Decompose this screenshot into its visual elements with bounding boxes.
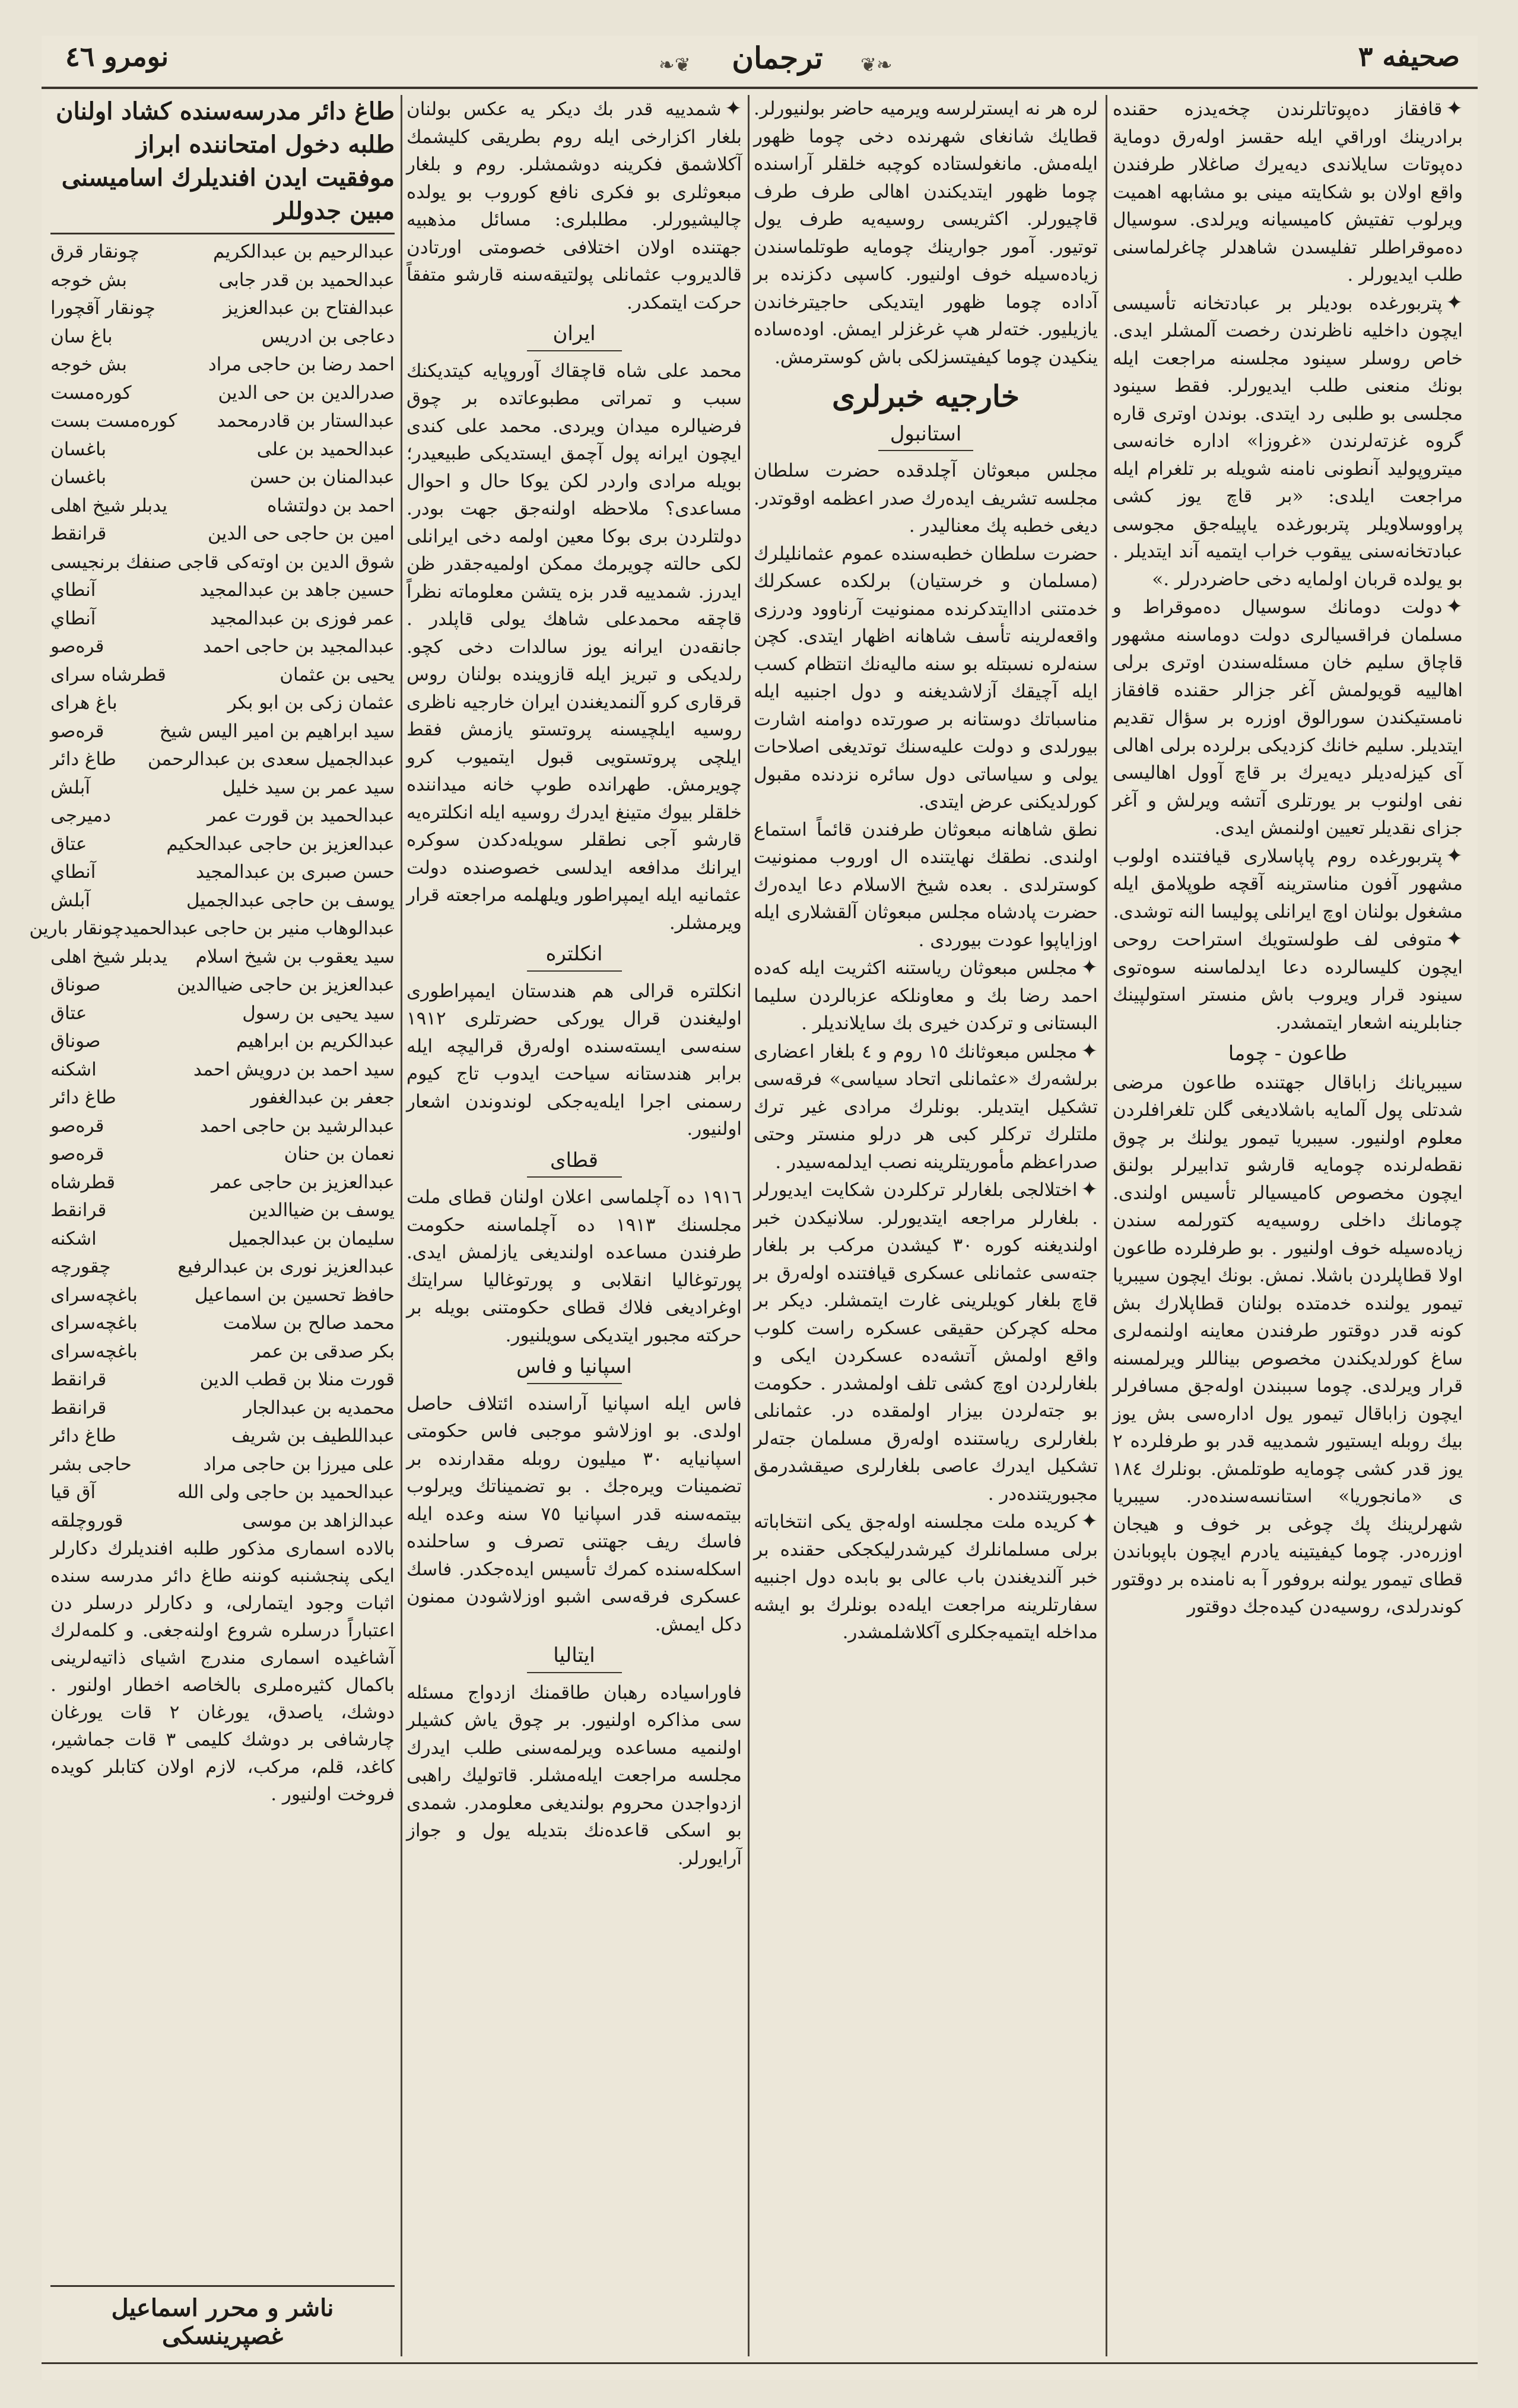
news-item: ✦اختلالجی بلغارلر تركلردن شكايت ايديورلر . بلغارلر مراجعە ايتديورلر. سلانيكدن خبر اولنديغنە كورە ٣٠ كيشدن مركب بر بلغار جتەسی عثمانلی عسكری قيافتندە اولەرق بر قاچ بلغار كويلرينی غارت ايتمشلر. ديكر بر محلە كچركن حقيقی عسكرە راست كلوب واقع اولمش آتشەدە عسكردن ايكی و بلغارلردن اوچ كشی تلف اولمشدر . حكومت بو جتەلردن بيزار اولمقدە در. عثمانلی بلغارلری رياستندە اولەرق مسلمان جتەلر تشكيل ايدرك عاصی بلغارلری صيقشدرمق مجبوريتندەدر .: [754, 1178, 1098, 1505]
student-name: حافظ تحسين بن اسماعيل: [194, 1284, 395, 1306]
student-village: صوناق: [50, 1030, 101, 1052]
list-footer-note: بالادە اسماری مذكور طلبە افنديلرك دكارلر ايكی پنجشنبە كوننە طاغ دائر مدرسە سندە اثبات وجود ايتمارلی، و دكارلر درسلر دن اعتباراً درسلرە شروع اولنەجغی. و كلمەلرك آشاغیدە اسماری مندرج اشيای ذاتيەلرينی باكمال كثيرەملری بالخاصە اخطار اولنور . دوشك، ياصدق، يورغان ٢ قات يورغان چارشافی بر دوشك كليمی ٣ قات جماشير، كاغد، قلم، مركب، لازم اولان كتابلر كويدە فروخت اولنيور .: [50, 1538, 395, 1805]
plague-heading: طاعون - چوما: [1228, 1042, 1348, 1065]
student-village: قرانقط: [50, 523, 107, 544]
diamond-bullet-icon: ✦: [1081, 956, 1098, 979]
iran-heading: ايران: [552, 322, 596, 345]
student-village: قرانقط: [50, 1397, 107, 1419]
student-name: عبدالرحيم بن عبدالكريم: [212, 241, 395, 262]
news-item: ✦مجلس مبعوثانك ١٥ روم و ٤ بلغار اعضاری برلشەرك «عثمانلی اتحاد سياسی» فرقەسی تشكيل ايتديلر. بونلرك مرادی غير ترك ملتلرك تركلر كبی هر درلو منستر وحتی صدراعظم مأموريتلرينە نصب ايدلمەسيدر .: [754, 1039, 1098, 1173]
news-item: ✦مجلس مبعوثان رياستنە اكثريت ايلە كەدە احمد رضا بك و معاونلكە عزبالردن سليما البستانی و تركدن خيری بك سايلاندیلر .: [754, 956, 1098, 1034]
student-name: سيد يحيى بن رسول: [242, 1002, 395, 1024]
student-village: آبلش: [50, 889, 91, 911]
student-village: باغ هرای: [50, 692, 117, 713]
student-village: باغسان: [50, 467, 107, 488]
student-row: [50, 1394, 395, 1423]
student-village: قاجی صنفك برنجيسی: [50, 551, 219, 573]
publisher-line: ناشر و محرر اسماعيل غصپرينسكی: [111, 2294, 334, 2350]
student-row: [50, 605, 395, 633]
student-row: [50, 1056, 395, 1084]
student-row: [50, 1112, 395, 1141]
student-village: باغسان: [50, 438, 107, 460]
student-name: عبدالوهاب منير بن حاجی عبدالحميد: [123, 918, 395, 939]
student-village: قرەصو: [50, 1115, 104, 1137]
issue-number: نومرو ٤٦: [65, 40, 169, 72]
student-village: بش خوجه: [50, 354, 127, 375]
student-name: سيد عمر بن سيد خليل: [222, 776, 395, 798]
news-item: ✦پتربورغدە بودیلر بر عبادتخانە تأسيسى ايچون داخليە ناظرندن رخصت آلمشلر ايدی. خاص روسلر سينود مجلسنە مراجعت ايلە بونك منعنى طلب ايديورلر. فقط سينود مجلسی بو طلبی رد ايتدی. بوندن اوتری قارە گروه غزتەلرندن «غروزا» ادارە خانەسی میتروپولید آنطونی نامنە شويلە بر تلغرام ايلە مراجعت ايلدی: «بر قاچ يوز كشی پراووسلاويلر پتربورغدە یاپيلەجق مجوسی عبادتخانەسنی ييقوب خراب ايتمیە آند ايتديلر . بو يولدە قربان اولمايە دخی حاضردرلر .»: [1113, 290, 1463, 590]
student-name: عبدالعزيز نوری بن عبدالرفيع: [177, 1256, 395, 1277]
student-row: [50, 1253, 395, 1281]
student-row: [50, 774, 395, 802]
student-row: [50, 802, 395, 830]
student-row: [50, 520, 395, 548]
news-item: ✦دولت دومانك سوسيال دەموقراط و مسلمان فراقسيالری دولت دوماسنه مشهور قاچاق سليم خان مسئلەسندن اوتری برلی اهاليیە قويولمش آغر جزالر حقندە قافقاز نامستيكندن سورالوق اوزرە بر سؤال تقديم ايتديلر. سليم خانك كزديكی برلردە برلی اهالی آی كيزلەديلر ديەیرك بر قاچ آوول اهالیسی نفی اولنوب بر يورتلری آتشە ويرلش و آغر جزای نقديلر تعيين اولنمش ايدی.: [1113, 595, 1463, 839]
news-item: ✦پتربورغدە روم پاپاسلاری قيافتندە اولوب مشهور آفون مناسترينە آقچە طوپلامق ايلە مشغول بولنان اوچ ايرانلی پوليسا النه توشدی.: [1113, 843, 1463, 922]
student-village: قرەصو: [50, 636, 104, 657]
student-row: [50, 1479, 395, 1507]
ornament-right-icon: ❦❧: [860, 53, 893, 76]
student-row: [50, 830, 395, 859]
student-village: باغچەسرای: [50, 1312, 138, 1334]
student-row: [50, 1451, 395, 1479]
student-row: [50, 407, 395, 436]
student-row: [50, 745, 395, 774]
student-village: صوناق: [50, 974, 101, 995]
student-row: [50, 464, 395, 492]
student-village: چونقار آقچورا: [50, 297, 155, 319]
student-name: عبدالفتاح بن عبدالعزيز: [223, 297, 395, 319]
student-name: قورت منلا بن قطب الدين: [199, 1369, 395, 1390]
student-name: دعاجی بن ادريس: [261, 325, 395, 347]
student-village: آق قيا: [50, 1481, 96, 1503]
student-name: عبدالعزيز بن حاجی ضياالدين: [176, 974, 395, 995]
student-village: طاغ دائر: [50, 1087, 116, 1108]
student-name: عبدالعزيز بن حاجی عبدالحكيم: [166, 833, 395, 855]
heading-rule: [527, 1672, 622, 1673]
plague-article: سيبريانك زاباقال جهتندە طاعون مرضی شدتلی پول آلمایە باشلادیغی گلن تلغرافلردن معلوم اولنيور. سيبريا تيمور يولنك بر چوق نقطەلرندە چومايە قارشو تدابيرلر بولنق ايچون مخصوص كاميسيالر تأسيس اولندی. چومانك داخلی روسيەیە كتورلمە سندن زيادەسيلە خوف اولنيور . بو طرفلردە طاعون اولا قطاپلردن باشلا. نمش. بونك ايچون سيبريا تيمور يولندە خدمتدە بولنان قطاپلارك بش كونە قدر دوقتور طرفندن معاينە اولنمەلری ساغ كورلديكندن مخصوص بيناللر ويرلمسنە قرار ويرلدی. چوما سببندن اولەجق مسافرلر ايچون زاباقال تيمور يول ادارەسی بش يوز بيك روبلە ايستيور شمدیيە قدر بو طرفلردە ٢ يوز قدر كشی چومايە طوتلمش. بونلرك ١٨٤ ی «مانجوريا» استانسەسندەدر. سيبريا شهرلرينك پك چوغی بر خوف و هيجان اوزرەدر. چوما كيفيتينە يادرم ايچون باپوباندن قطای تيمور يولنە بروفور آ بە نامندە بر دوقتور كوندرلدی، روسيەدن كيدەجك دوقتور: [1113, 1071, 1463, 1617]
student-row: [50, 1140, 395, 1169]
student-name: حسن صبری بن عبدالمجيد: [196, 861, 395, 883]
student-name: عبدالستار بن قادرمحمد: [217, 410, 395, 432]
student-village: قطرشاه سرای: [50, 664, 166, 686]
student-village: عتاق: [50, 1002, 87, 1024]
heading-rule: [878, 450, 973, 451]
student-name: عبدالمجيد بن حاجی احمد: [202, 636, 395, 657]
student-row: [50, 436, 395, 464]
student-row: [50, 1000, 395, 1028]
italy-article: فاوراسيادە رهبان طاقمنك ازدواج مسئلە سی مذاكرە اولنيور. بر چوق ياش كشيلر اولنمیە مساعدە ويرلمەسنی طلب ايدرك مجلسە مراجعت ايلەمشلر. قاتوليك راهبی ازدواجدن محروم بولنديغی معلومدر. شمدی بو اسكی قاعدەنك بتديلە يول و جواز آرايورلر.: [407, 1682, 742, 1869]
student-row: [50, 1366, 395, 1394]
student-row: [50, 1197, 395, 1225]
diamond-bullet-icon: ✦: [1446, 595, 1463, 618]
student-row: [50, 323, 395, 351]
student-name: عبدالزاهد بن موسی: [242, 1509, 395, 1531]
student-village: آنطاي: [50, 861, 96, 883]
student-row: [50, 858, 395, 887]
student-village: آبلش: [50, 776, 91, 798]
italy-heading: ايتاليا: [553, 1644, 595, 1667]
student-row: [50, 492, 395, 521]
diamond-bullet-icon: ✦: [1446, 290, 1463, 315]
student-village: آنطاي: [50, 607, 96, 629]
iran-article: محمد علی شاه قاچقاك آوروپايە كيتديكنك سبب و تمراتی مطبوعاتدە بر چوق فرضيالرە ميدان ويردی. محمد علی كندی ايچون ايرانە پول آچمق ايستديكی طبيعيدر؛ بويلە مرادی واردر لكن يوكا حال و احوال مساعدی؟ ملاحظە اولنەجق جهت بودر. دولتلردن برى بوكا معين اولمە دخی ايرانلی لكی حالتە چويرمك ممكن اولمیەجقدر ظن ايدرز. شمدیيە قدر بزه يتشن معلوماتە نظراً قاچقە محمدعلی شاهك يولی قاپلدر . جانقەدن ايرانە يوز سالدات دخی كچو. رلدیكی و تبريز ايلە قازوينده بولنان روس قرقاری كرو آلنمديغندن ايران خارجيە ناظری روسيە ايلچيسنە پروتستو يازمش فقط ايلچی پروتستويی قبول ايتميوب كرو چويرمش. طهراندە طوپ خانە ميدانندە خلقلر بيوك متينغ ايدرك روسيە ايلە انكلترەیە قارشو آجی نطقلر سويلەدكدن سوكرە ايرانك مدافعە ايدلسی خصوصندە دولت عثمانيە ايلە ايمپراطور ويلهلمە مراجعتە قرار ويرمشلر.: [407, 360, 742, 934]
student-name: عبدالعزيز بن حاجی عمر: [211, 1171, 395, 1193]
column-2: [754, 95, 1098, 2279]
heading-rule: [527, 1383, 622, 1384]
student-row: [50, 661, 395, 690]
student-row: [50, 238, 395, 267]
student-row: [50, 718, 395, 746]
student-village: قطرشاه: [50, 1171, 116, 1193]
student-name: حسين جاهد بن عبدالمجيد: [199, 579, 395, 601]
student-name: عمر فوزی بن عبدالمجيد: [209, 607, 395, 629]
foreign-news-heading: خارجيه خبرلری: [831, 379, 1020, 414]
spain-article: فاس ايلە اسپانيا آراسندە ائتلاف حاصل اولدی. بو اوزلاشو موجبى فاس حكومتی اسپانيایە ٣٠ ميليون روبلە مقدارندە بر تضمينات ويرەجك . بو تضميناتك ويرلوب بيتمەسنە قدر اسپانيا ٧٥ سنە وعدە ايلە فاسك ريف جهتنی تصرف و ساحلندە اسكلەسندە كمرك تأسيس ايدەجكدر. فاسك عسكری فرقەسی اشبو اوزلاشودن ممنون دكل ايمش.: [407, 1392, 742, 1635]
student-village: حاجی بشر: [50, 1453, 132, 1475]
student-village: قرەصو: [50, 720, 104, 742]
news-item: ✦شمدیيە قدر بك ديكر يە عكس بولنان بلغار اكزارخی ايلە روم بطريقی كليشمك آكلاشمق فكرينە دوشمشلر. روم و بلغار مبعوثلری بو فكری نافع كوروب بو يولدە چاليشيورلر. مطلبلری: مسائل مذهبيە جهتندە اولان اختلافی خصومتی اورتادن قالديروب عثمانلی پولتيقەسنە قارشو متفقاً حركت ايتمكدر.: [407, 97, 742, 313]
column-divider: [1106, 95, 1107, 2356]
student-village: چونقار قرق: [50, 241, 139, 262]
student-row: [50, 379, 395, 408]
student-name: بكر صدقی بن عمر: [251, 1340, 395, 1362]
student-village: بش خوجه: [50, 269, 127, 291]
diamond-bullet-icon: ✦: [725, 97, 742, 120]
column-1: [1113, 95, 1463, 2279]
student-village: عتاق: [50, 833, 87, 855]
student-village: طاغ دائر: [50, 748, 116, 770]
spain-heading: اسپانيا و فاس: [516, 1354, 632, 1378]
student-name: امين بن حاجی حی الدين: [208, 523, 395, 544]
student-row: [50, 351, 395, 379]
student-village: كورەمست بست: [50, 410, 177, 432]
diamond-bullet-icon: ✦: [1081, 1178, 1098, 1201]
student-name: جعفر بن عبدالغفور: [250, 1087, 395, 1108]
student-row: [50, 1027, 395, 1056]
student-village: يدبلر شيخ اهلی: [50, 494, 168, 516]
england-article: انكلترە قرالی هم هندستان ايمپراطوری اوليغندن قرال يورکی حضرتلری ١٩١٢ سنەسی ايستەسندە اولەرق قرالیچە ايلە برابر هندستانە سياحت ايدوب تاج كيوم رسمنی اجرا ايلەيەجكی لوندوندن اشعار اولنيور.: [407, 980, 742, 1140]
student-row: [50, 1281, 395, 1310]
ornament-left-icon: ❧❦: [659, 53, 691, 76]
newspaper-page: [29, 36, 1478, 2380]
student-name: نعمان بن حنان: [284, 1143, 395, 1165]
news-paragraph: نطق شاهانە مبعوثان طرفندن قائماً استماع اولندی. نطقك نهايتندە ال اوروب ممنونيت كوسترلدی . بعدە شيخ الاسلام دعا ايدەرك حضرت پادشاه مجلس مبعوثان آلقشلاری ايلە اوزاياپوا عودت بيوردی .: [754, 818, 1098, 951]
heading-rule: [527, 1176, 622, 1178]
student-row: [50, 689, 395, 718]
student-village: قرەصو: [50, 1143, 104, 1165]
student-name: سيد احمد بن درويش احمد: [193, 1058, 395, 1080]
student-village: قوروچلقە: [50, 1509, 123, 1531]
student-name: سليمان بن عبدالجميل: [228, 1227, 395, 1249]
student-village: اشكنه: [50, 1227, 97, 1249]
student-row: [50, 548, 395, 577]
publisher-rule: [50, 2285, 395, 2287]
student-name: محمد صالح بن سلامت: [223, 1312, 395, 1334]
student-row: [50, 267, 395, 295]
student-name: يوسف بن ضياالدين: [248, 1200, 395, 1221]
student-row: [50, 1422, 395, 1451]
diamond-bullet-icon: ✦: [1446, 843, 1463, 868]
student-row: [50, 971, 395, 1000]
student-list: [29, 238, 395, 1535]
student-name: يوسف بن حاجی عبدالجميل: [186, 889, 395, 911]
student-village: باغ سان: [50, 325, 113, 347]
student-name: يحيى بن عثمان: [280, 664, 395, 686]
student-village: طاغ دائر: [50, 1425, 116, 1446]
student-village: چونقار بارين: [29, 918, 124, 939]
student-name: عثمان زكی بن ابو بكر: [227, 692, 395, 713]
student-village: آنطاي: [50, 579, 96, 601]
china-heading: قطای: [550, 1148, 599, 1172]
student-name: عبدالحميد بن حاجی ولی الله: [177, 1481, 395, 1503]
student-row: [50, 887, 395, 915]
paper-name: ترجمان: [732, 40, 823, 75]
student-village: اشكنه: [50, 1058, 97, 1080]
student-name: سيد يعقوب بن شيخ اسلام: [195, 946, 395, 967]
student-village: باغچەسرای: [50, 1284, 138, 1306]
student-row: [50, 1225, 395, 1254]
student-village: باغچەسرای: [50, 1340, 138, 1362]
column-4: [29, 95, 395, 2279]
china-article: ١٩١٦ دە آچلماسی اعلان اولنان قطای ملت مجلسنك ١٩١٣ دە آچلماسنە حكومت طرفندن مساعدە اولنديغی يازلمش ايدی. پورتوغاليا انقلابی و پورتوغاليا سرايتك اوغراديغی فلاك قطای حكومتنی بويلە بر حركتە مجبور ايتديكی سويلنيور.: [407, 1186, 742, 1346]
student-village: چقورچه: [50, 1256, 111, 1277]
student-row: [50, 943, 395, 972]
continued-article: لرە هر نە ايسترلرسە ويرميە حاضر بولنيورلر. قطايك شانغای شهرندە دخی چوما ظهور ايلەمش. مانغولستادە كوچبە خلقلر آراسندە چوما ظهور ايتديكندن اهالی طرف طرف قاچيورلر. اكثريسی روسيەیە طرف يول توتيور. آمور جوارينك چومايە طوتلماسندن زيادەسيلە خوف اولنيور. كاسپی دكزندە بر آداده چوما ظهور ايتديكی حاجيترخاندن يازيليور. ختەلر هپ غرغزلر ايمش. اودەساده ينكيدن چوما كيفيتسزلكی باش كوسترمش.: [754, 98, 1098, 368]
student-row: [50, 633, 395, 661]
masthead: [42, 36, 1478, 89]
student-row: [50, 576, 395, 605]
england-heading: انكلترە: [545, 942, 603, 966]
page-number: صحيفه ٣: [1358, 40, 1460, 72]
student-row: [50, 1338, 395, 1366]
student-village: يدبلر شيخ اهلی: [50, 946, 168, 967]
news-item: ✦متوفی لف طولستويك استراحت روحی ايچون كليسالردە دعا ايدلماسنە سوەتوی سينود قرار ويروب باش منستر استولپينك جنابلرينە اشعار ايتمشدر.: [1113, 927, 1463, 1033]
header-rule: [42, 87, 1478, 89]
student-village: كورەمست: [50, 382, 132, 404]
student-name: احمد بن دولتشاه: [267, 494, 395, 516]
student-name: سيد ابراهيم بن امير اليس شيخ: [159, 720, 395, 742]
heading-rule: [50, 233, 395, 234]
heading-rule: [527, 970, 622, 972]
student-row: [50, 1084, 395, 1112]
student-name: عبدالحميد بن علی: [256, 438, 395, 460]
student-row: [50, 1169, 395, 1197]
student-name: عبدالمنان بن حسن: [249, 467, 395, 488]
news-paragraph: مجلس مبعوثان آچلدقدە حضرت سلطان مجلسە تشريف ايدەرك صدر اعظمە اوقوتدر. دیغی خطبە پك معناليدر .: [754, 460, 1098, 537]
istanbul-heading: استانبول: [890, 421, 962, 446]
student-name: عبدالجميل سعدی بن عبدالرحمن: [147, 748, 395, 770]
news-item: ✦كريدە ملت مجلسنە اولەجق يكی انتخاباتە برلی مسلمانلرك كيرشدرليكجكی حقندە بر خبر آلنديغندن باب عالی بو بابدە دول اجنبيە سفارتلرينە مراجعت ايلەدە بونلرك بو ايشە مداخلە ايتمیەجكلری آكلاشلمشدر.: [754, 1509, 1098, 1643]
diamond-bullet-icon: ✦: [1446, 927, 1463, 951]
bottom-rule: [42, 2362, 1478, 2364]
student-village: دميرجی: [50, 805, 111, 826]
diamond-bullet-icon: ✦: [1081, 1509, 1098, 1533]
student-village: قرانقط: [50, 1200, 107, 1221]
student-name: شوق الدين بن اوتەكی: [226, 551, 395, 573]
heading-rule: [527, 350, 622, 351]
student-name: صدرالدين بن حی الدين: [218, 382, 395, 404]
student-row: [50, 294, 395, 323]
student-name: علی ميرزا بن حاجی مراد: [203, 1453, 395, 1475]
news-item: ✦قافقاز دەپوتاتلرندن چخەیدزە حقندە برادرينك اوراقي ايلە حقسز اولەرق دوماية دەپوتات سايلاندی دیەیرك صاغلار طرفندن واقع اولان بو شكايتە مينى بو مشابهه اهميت ويرلوب تفتيش كاميسيانە ويرلدی. سوسيال دەموقراطلر تفليسدن شاهدلر چاغرلماسنی طلب ايديورلر .: [1113, 97, 1463, 285]
column-divider: [748, 95, 750, 2356]
diamond-bullet-icon: ✦: [1446, 97, 1463, 120]
student-list-title: طاغ دائر مدرسەسندە كشاد اولنان طلبە دخول امتحاننده ابراز موفقيت ايدن افنديلرك اساميسنی مبين جدوللر: [56, 97, 395, 225]
column-divider: [401, 95, 402, 2356]
student-name: عبدالرشيد بن حاجی احمد: [199, 1115, 395, 1137]
student-row: [50, 1507, 395, 1535]
student-village: قرانقط: [50, 1369, 107, 1390]
student-name: محمديه بن عبدالجار: [243, 1397, 395, 1419]
news-paragraph: حضرت سلطان خطبەسندە عموم عثمانليلرك (مسلمان و خرستيان) برلكدە عسكرلك خدمتنی اداايتدكرندە ممنونيت آرناوود ودرزی واقعەلرينە تأسف شاهانە اظهار ايتدی. كچن سنەلرە نسبتلە بو سنە ماليەنك انتظام كسب ايلە آچيقك آزلاشديغنە و دول اجنبيە ايلە مناسباتك دوستانە بر صورتدە دوامنە اشارت بيورلدی و دولت عليەسنك توتديغی اصلاحات يولی و سياساتی دول سائرە نزدندە مقبول كورلديكنی عرض ايتدی.: [754, 542, 1098, 813]
student-row: [29, 915, 395, 943]
student-name: احمد رضا بن حاجی مراد: [208, 354, 395, 375]
column-3: [407, 95, 742, 2279]
student-name: عبدالحميد بن قدر جابی: [218, 269, 395, 291]
student-name: عبدالحميد بن قورت عمر: [207, 805, 395, 826]
diamond-bullet-icon: ✦: [1081, 1039, 1098, 1063]
student-row: [50, 1309, 395, 1338]
student-name: عبداللطيف بن شريف: [231, 1425, 395, 1446]
student-name: عبدالكريم بن ابراهيم: [236, 1030, 395, 1052]
